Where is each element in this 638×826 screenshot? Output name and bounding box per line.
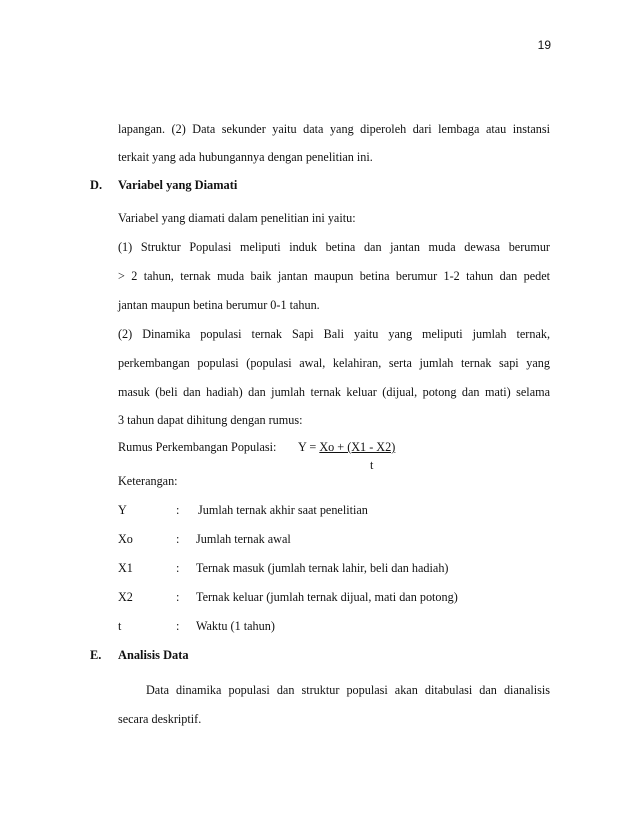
definition-colon: :	[176, 561, 180, 575]
formula-label: Rumus Perkembangan Populasi:	[118, 440, 277, 454]
definition-desc: Ternak keluar (jumlah ternak dijual, mati dan potong)	[196, 590, 458, 604]
definition-symbol: X1	[118, 561, 133, 575]
population-formula	[118, 440, 396, 472]
definition-desc: Waktu (1 tahun)	[196, 619, 275, 633]
body-line-1: lapangan. (2) Data sekunder yaitu data yang diperoleh dari lembaga atau instansi	[118, 122, 550, 136]
definition-colon: :	[176, 532, 180, 546]
para2-line-2: perkembangan populasi (populasi awal, kelahiran, serta jumlah ternak sapi yang	[118, 356, 550, 370]
section-e-heading	[90, 648, 189, 663]
section-d-letter: D.	[90, 178, 103, 192]
body-line-2: terkait yang ada hubungannya dengan penelitian ini.	[118, 150, 373, 164]
definition-desc: Jumlah ternak awal	[196, 532, 291, 546]
formula-expression	[298, 440, 395, 455]
definition-desc: Ternak masuk (jumlah ternak lahir, beli dan hadiah)	[196, 561, 449, 575]
section-e-line-1: Data dinamika populasi dan struktur populasi akan ditabulasi dan dianalisis	[146, 683, 550, 697]
definition-symbol: Y	[118, 503, 127, 517]
para1-line-1: (1) Struktur Populasi meliputi induk betina dan jantan muda dewasa berumur	[118, 240, 550, 254]
para2-line-1: (2) Dinamika populasi ternak Sapi Bali yaitu yang meliputi jumlah ternak,	[118, 327, 550, 341]
formula-lhs: Y =	[298, 440, 320, 454]
keterangan-label: Keterangan:	[118, 474, 178, 488]
definition-colon: :	[176, 590, 180, 604]
definition-symbol: t	[118, 619, 122, 633]
definition-desc: Jumlah ternak akhir saat penelitian	[198, 503, 368, 517]
definition-colon: :	[176, 503, 180, 517]
formula-denominator: t	[370, 458, 374, 472]
para1-line-3: jantan maupun betina berumur 0-1 tahun.	[118, 298, 320, 312]
section-e-letter: E.	[90, 648, 102, 662]
definition-colon: :	[176, 619, 180, 633]
section-d-heading	[90, 178, 237, 193]
definition-symbol: X2	[118, 590, 133, 604]
section-e-line-2: secara deskriptif.	[118, 712, 202, 726]
para1-line-2: > 2 tahun, ternak muda baik jantan maupun betina berumur 1-2 tahun dan pedet	[118, 269, 550, 283]
section-e-title: Analisis Data	[118, 648, 189, 662]
section-d-title: Variabel yang Diamati	[118, 178, 238, 192]
formula-numerator: Xo + (X1 - X2)	[319, 440, 396, 454]
page-number: 19	[537, 38, 551, 52]
section-d-intro: Variabel yang diamati dalam penelitian ini yaitu:	[118, 211, 356, 225]
para2-line-4: 3 tahun dapat dihitung dengan rumus:	[118, 413, 303, 427]
definition-symbol: Xo	[118, 532, 133, 546]
para2-line-3: masuk (beli dan hadiah) dan jumlah ternak keluar (dijual, potong dan mati) selama	[118, 385, 550, 399]
